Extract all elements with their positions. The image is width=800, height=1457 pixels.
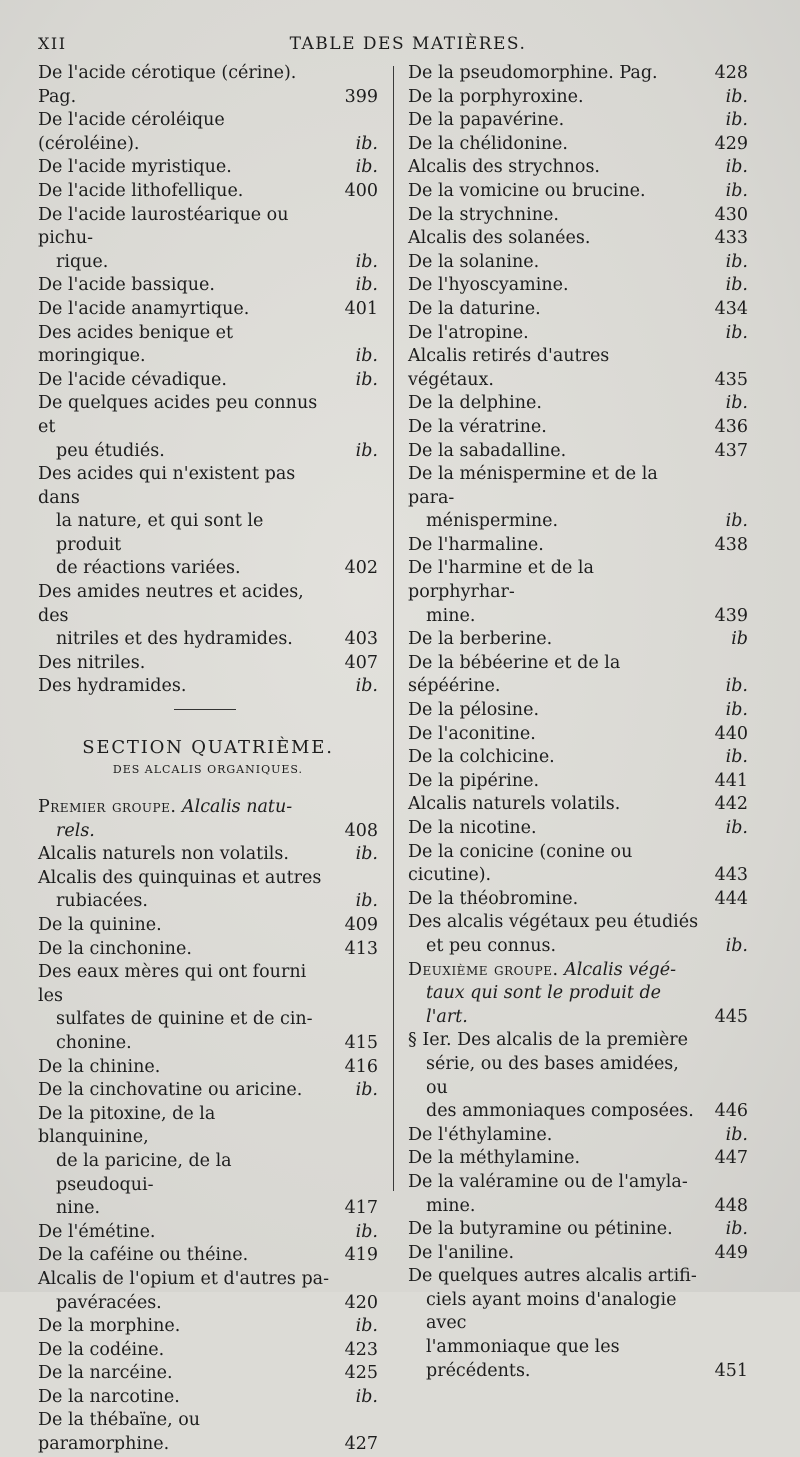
toc-entry-page: ib. xyxy=(725,1124,748,1145)
toc-entry xyxy=(408,227,748,251)
toc-entry-page: 438 xyxy=(714,534,748,555)
group-title-line2: rels. xyxy=(56,820,95,841)
toc-entry-page: 403 xyxy=(344,629,378,650)
toc-entry xyxy=(408,652,748,699)
toc-entry-page: 416 xyxy=(344,1056,378,1077)
toc-entry-text: De l'acide bassique. xyxy=(38,275,215,296)
right-entries-bottom xyxy=(408,1029,748,1383)
toc-entry xyxy=(408,534,748,558)
right-column xyxy=(408,62,748,1383)
toc-entry-continuation: ménispermine. xyxy=(426,511,559,532)
toc-entry xyxy=(38,1339,378,1363)
toc-entry-text: De la pipérine. xyxy=(408,770,540,791)
toc-entry xyxy=(408,345,748,392)
toc-entry-text: Alcalis naturels non volatils. xyxy=(38,844,289,865)
toc-entry-continuation: nitriles et des hydramides. xyxy=(56,629,293,650)
toc-entry xyxy=(408,322,748,346)
toc-entry xyxy=(38,1244,378,1268)
toc-entry-page: 434 xyxy=(714,298,748,319)
toc-entry-text: De la caféine ou théine. xyxy=(38,1245,249,1266)
toc-entry-page: 443 xyxy=(714,865,748,886)
toc-entry-page: 415 xyxy=(344,1032,378,1053)
toc-entry-page: ib. xyxy=(355,275,378,296)
toc-entry-page: ib. xyxy=(725,322,748,343)
toc-entry xyxy=(38,1056,378,1080)
toc-entry-continuation: et peu connus. xyxy=(426,935,557,956)
toc-entry-text: De quelques acides peu connus et xyxy=(38,393,318,437)
left-column xyxy=(38,62,378,1457)
toc-entry xyxy=(38,914,378,938)
toc-entry-page: 400 xyxy=(344,180,378,201)
toc-entry xyxy=(408,723,748,747)
toc-entry xyxy=(38,322,378,369)
toc-entry xyxy=(408,298,748,322)
toc-entry-page: 433 xyxy=(714,228,748,249)
toc-entry xyxy=(408,746,748,770)
left-entries-bottom xyxy=(38,843,378,1456)
toc-entry-page: ib. xyxy=(725,700,748,721)
toc-entry xyxy=(38,675,378,699)
toc-entry-page: 451 xyxy=(714,1360,748,1381)
toc-entry-text: De l'hyoscyamine. xyxy=(408,275,569,296)
toc-entry-text: Alcalis des quinquinas et autres xyxy=(38,867,322,888)
toc-entry-page: ib. xyxy=(725,251,748,272)
toc-entry-text: De la berberine. xyxy=(408,629,553,650)
toc-entry-page: ib. xyxy=(725,747,748,768)
group2-title-line1: Alcalis végé- xyxy=(564,959,677,980)
toc-entry-text: Des amides neutres et acides, des xyxy=(38,582,304,626)
toc-entry-continuation: nine. xyxy=(56,1198,101,1219)
toc-entry-text: De l'émétine. xyxy=(38,1221,156,1242)
toc-entry-text: De la quinine. xyxy=(38,915,162,935)
toc-entry-continuation: peu étudiés. xyxy=(56,440,165,461)
group-page: 408 xyxy=(344,820,378,841)
toc-entry-text: De la nicotine. xyxy=(408,818,537,838)
toc-entry xyxy=(38,1315,378,1339)
toc-entry xyxy=(408,1029,748,1123)
toc-entry xyxy=(38,298,378,322)
toc-entry xyxy=(408,557,748,628)
toc-entry xyxy=(408,416,748,440)
section-title: SECTION QUATRIÈME. xyxy=(82,737,334,759)
toc-entry xyxy=(408,274,748,298)
toc-entry xyxy=(38,1362,378,1386)
group-title-line1: Alcalis natu- xyxy=(182,797,293,818)
toc-entry-text: De la thébaïne, ou paramorphine. xyxy=(38,1410,200,1455)
toc-entry-page: ib. xyxy=(355,1316,378,1337)
toc-entry-text: De l'acide laurostéarique ou pichu- xyxy=(38,204,289,249)
group-heading xyxy=(38,796,378,843)
toc-entry-continuation: la nature, et qui sont le produit xyxy=(56,511,264,555)
toc-entry-page: ib. xyxy=(355,346,378,367)
toc-entry-text: De la pitoxine, de la blanquinine, xyxy=(38,1103,216,1148)
toc-entry-text: De la valéramine ou de l'amyla- xyxy=(408,1171,688,1192)
toc-entry-page: ib. xyxy=(355,891,378,912)
toc-entry-page: 448 xyxy=(714,1195,748,1216)
toc-entry xyxy=(408,440,748,464)
toc-entry-page: ib. xyxy=(355,251,378,272)
toc-entry-page: 444 xyxy=(714,888,748,909)
toc-entry-page: ib. xyxy=(355,133,378,154)
toc-entry xyxy=(38,1103,378,1221)
toc-entry-page: 447 xyxy=(714,1148,748,1169)
page-title: TABLE DES MATIÈRES. xyxy=(289,34,527,54)
toc-entry-text: De l'éthylamine. xyxy=(408,1124,553,1145)
running-header xyxy=(38,30,778,60)
column-divider xyxy=(393,66,394,1191)
toc-entry-text: De l'acide cévadique. xyxy=(38,369,227,390)
toc-entry-page: 449 xyxy=(714,1242,748,1263)
toc-entry-text: De la pseudomorphine. Pag. xyxy=(408,63,658,83)
toc-entry-page: 425 xyxy=(344,1363,378,1384)
toc-entry xyxy=(408,156,748,180)
toc-entry-text: De la papavérine. xyxy=(408,110,565,131)
toc-entry-text: § Ier. Des alcalis de la première xyxy=(408,1030,688,1051)
toc-entry xyxy=(38,274,378,298)
toc-entry-text: De l'aconitine. xyxy=(408,723,536,744)
toc-entry-continuation: sulfates de quinine et de cin- xyxy=(56,1009,313,1030)
toc-entry-page: 439 xyxy=(714,605,748,626)
toc-entry xyxy=(38,1409,378,1456)
toc-entry xyxy=(38,1221,378,1245)
toc-entry xyxy=(408,888,748,912)
toc-entry xyxy=(38,62,378,109)
group2-page: 445 xyxy=(714,1006,748,1027)
toc-entry xyxy=(408,133,748,157)
toc-entry-page: ib. xyxy=(725,935,748,956)
toc-entry-text: De la chélidonine. xyxy=(408,133,568,154)
toc-entry-text: De la théobromine. xyxy=(408,888,579,909)
group2-title-line2: taux qui sont le produit de xyxy=(426,983,662,1004)
toc-entry-page: ib. xyxy=(355,1386,378,1407)
toc-entry xyxy=(408,1265,748,1383)
toc-entry-text: De la delphine. xyxy=(408,393,542,414)
toc-entry xyxy=(38,938,378,962)
toc-entry-page: ib. xyxy=(355,1080,378,1101)
toc-entry xyxy=(38,652,378,676)
toc-entry xyxy=(408,1171,748,1218)
toc-entry-text: De la solanine. xyxy=(408,251,540,272)
toc-entry-continuation: de la paricine, de la pseudoqui- xyxy=(56,1150,232,1195)
toc-entry-text: De la vomicine ou brucine. xyxy=(408,180,646,201)
toc-entry-text: De la codéine. xyxy=(38,1339,165,1360)
toc-entry-page: ib. xyxy=(725,180,748,201)
toc-entry-text: Des acides qui n'existent pas dans xyxy=(38,464,296,508)
toc-entry-text: De la méthylamine. xyxy=(408,1148,581,1169)
toc-entry-text: De quelques autres alcalis artifi- xyxy=(408,1266,697,1287)
toc-entry xyxy=(408,1242,748,1266)
toc-entry-text: De l'acide myristique. xyxy=(38,157,232,178)
toc-entry-page: 446 xyxy=(714,1101,748,1122)
toc-entry-page: 413 xyxy=(344,938,378,959)
toc-entry-page: ib. xyxy=(355,369,378,390)
section-subtitle: DES ALCALIS ORGANIQUES. xyxy=(112,763,304,777)
toc-entry-page: ib. xyxy=(355,440,378,461)
toc-entry xyxy=(38,156,378,180)
toc-entry xyxy=(38,204,378,275)
toc-entry-page: 423 xyxy=(344,1339,378,1360)
toc-entry-page: ib. xyxy=(725,1219,748,1240)
toc-entry-page: 401 xyxy=(344,298,378,319)
toc-entry xyxy=(408,628,748,652)
toc-entry-continuation: de réactions variées. xyxy=(56,558,241,579)
toc-entry-text: De la cinchonine. xyxy=(38,938,192,959)
toc-entry-text: De l'acide céroléique (céroléine). xyxy=(38,110,225,154)
toc-entry-text: Alcalis retirés d'autres végétaux. xyxy=(408,346,610,390)
toc-entry-page: ib. xyxy=(725,275,748,296)
toc-entry-page: 402 xyxy=(344,558,378,579)
toc-entry-page: 440 xyxy=(714,723,748,744)
toc-entry-text: Alcalis des strychnos. xyxy=(408,157,600,178)
toc-entry-page: 417 xyxy=(344,1198,378,1219)
toc-entry-text: De la pélosine. xyxy=(408,700,540,721)
toc-entry-text: De l'aniline. xyxy=(408,1242,515,1263)
toc-entry-text: De la strychnine. xyxy=(408,204,559,225)
toc-entry-page: 428 xyxy=(714,63,748,83)
toc-entry xyxy=(408,1218,748,1242)
toc-entry xyxy=(408,1147,748,1171)
toc-entry-continuation: l'ammoniaque que les précédents. xyxy=(426,1337,620,1381)
toc-entry-text: Des eaux mères qui ont fourni les xyxy=(38,962,307,1006)
toc-entry-page: 442 xyxy=(714,794,748,815)
toc-entry-page: 407 xyxy=(344,652,378,673)
toc-entry xyxy=(38,180,378,204)
toc-entry-page: ib. xyxy=(725,511,748,532)
toc-entry-continuation: mine. xyxy=(426,1195,476,1216)
toc-entry xyxy=(408,463,748,534)
toc-entry-text: De la vératrine. xyxy=(408,416,547,437)
toc-entry-continuation: rubiacées. xyxy=(56,891,148,912)
toc-entry-page: ib. xyxy=(725,86,748,107)
toc-entry-page: 430 xyxy=(714,204,748,225)
toc-entry xyxy=(38,109,378,156)
toc-entry xyxy=(408,251,748,275)
toc-entry xyxy=(408,770,748,794)
toc-entry xyxy=(38,463,378,581)
section-rule xyxy=(174,709,236,710)
toc-entry xyxy=(38,843,378,867)
toc-entry-continuation: chonine. xyxy=(56,1032,132,1053)
toc-entry-text: Des acides benique et moringique. xyxy=(38,322,234,367)
toc-entry-page: 420 xyxy=(344,1292,378,1313)
toc-entry xyxy=(408,62,748,86)
page-folio: XII xyxy=(38,34,67,53)
toc-entry-text: Alcalis des solanées. xyxy=(408,228,591,249)
right-entries-top xyxy=(408,62,748,959)
toc-entry-page: 427 xyxy=(344,1434,378,1455)
group2-title-line3: l'art. xyxy=(426,1006,468,1027)
toc-entry-text: Des nitriles. xyxy=(38,652,146,673)
toc-entry-page: 399 xyxy=(344,86,378,107)
toc-entry-page: ib. xyxy=(725,676,748,697)
toc-entry xyxy=(408,817,748,841)
toc-entry xyxy=(408,109,748,133)
toc-entry-text: De la bébéerine et de la sépéérine. xyxy=(408,652,621,697)
toc-entry-page: ib. xyxy=(725,110,748,131)
toc-entry-text: Alcalis naturels volatils. xyxy=(408,794,621,815)
toc-entry-text: De la sabadalline. xyxy=(408,440,567,461)
toc-entry xyxy=(38,581,378,652)
toc-entry xyxy=(408,180,748,204)
toc-entry-text: De la porphyroxine. xyxy=(408,86,584,107)
toc-entry-page: ib. xyxy=(355,1221,378,1242)
toc-entry-text: De l'harmine et de la porphyrhar- xyxy=(408,558,594,603)
toc-entry xyxy=(408,204,748,228)
toc-entry-continuation: des ammoniaques composées. xyxy=(426,1101,694,1122)
toc-entry-page: 436 xyxy=(714,416,748,437)
toc-entry-page: 435 xyxy=(714,369,748,390)
toc-entry-page: 437 xyxy=(714,440,748,461)
toc-entry-text: De l'acide cérotique (cérine). Pag. xyxy=(38,63,297,107)
toc-entry xyxy=(38,392,378,463)
toc-entry-continuation: mine. xyxy=(426,605,476,626)
toc-entry-page: 441 xyxy=(714,770,748,791)
toc-entry-page: ib. xyxy=(725,818,748,838)
toc-entry-text: De la morphine. xyxy=(38,1316,181,1337)
toc-entry-text: De la butyramine ou pétinine. xyxy=(408,1219,673,1240)
toc-entry-page: ib. xyxy=(725,393,748,414)
toc-entry xyxy=(408,86,748,110)
toc-entry-text: De la colchicine. xyxy=(408,747,555,768)
toc-entry-text: De l'atropine. xyxy=(408,322,529,343)
toc-entry xyxy=(408,841,748,888)
toc-entry-continuation: rique. xyxy=(56,251,109,272)
toc-entry-text: De la ménispermine et de la para- xyxy=(408,464,658,508)
toc-entry xyxy=(38,1079,378,1103)
toc-entry-continuation: pavéracées. xyxy=(56,1292,162,1313)
left-entries-top xyxy=(38,62,378,699)
toc-entry xyxy=(408,1124,748,1148)
toc-entry-text: De la narcotine. xyxy=(38,1386,180,1407)
toc-entry-text: De la chinine. xyxy=(38,1056,161,1077)
toc-entry xyxy=(408,793,748,817)
group2-heading xyxy=(408,959,748,1030)
toc-entry-text: De l'harmaline. xyxy=(408,534,544,555)
toc-entry-text: Alcalis de l'opium et d'autres pa- xyxy=(38,1268,330,1289)
toc-entry xyxy=(38,369,378,393)
toc-entry-continuation: ciels ayant moins d'analogie avec xyxy=(426,1289,677,1334)
toc-entry xyxy=(408,392,748,416)
toc-entry xyxy=(38,867,378,914)
toc-entry xyxy=(38,961,378,1055)
toc-entry-page: ib. xyxy=(355,676,378,697)
toc-entry-page: ib. xyxy=(355,844,378,865)
toc-entry-text: De la cinchovatine ou aricine. xyxy=(38,1080,303,1101)
toc-entry-continuation: série, ou des bases amidées, ou xyxy=(426,1053,679,1098)
toc-entry-text: De l'acide anamyrtique. xyxy=(38,298,250,319)
toc-entry-page: ib. xyxy=(355,157,378,178)
toc-entry-text: Des hydramides. xyxy=(38,676,187,697)
toc-entry-text: De la conicine (conine ou cicutine). xyxy=(408,841,633,886)
toc-entry-page: 429 xyxy=(714,133,748,154)
toc-entry xyxy=(38,1386,378,1410)
toc-entry-text: Des alcalis végétaux peu étudiés xyxy=(408,912,699,933)
toc-entry xyxy=(408,699,748,723)
group2-label: Deuxième groupe. xyxy=(408,959,559,980)
toc-entry xyxy=(408,911,748,958)
toc-entry-text: De l'acide lithofellique. xyxy=(38,180,244,201)
toc-entry-page: ib xyxy=(731,629,748,650)
toc-entry-page: ib. xyxy=(725,157,748,178)
toc-entry-page: 409 xyxy=(344,915,378,935)
toc-entry-text: De la narcéine. xyxy=(38,1363,173,1384)
toc-entry-text: De la daturine. xyxy=(408,298,541,319)
group-label: Premier groupe. xyxy=(38,797,177,818)
toc-entry-page: 419 xyxy=(344,1245,378,1266)
